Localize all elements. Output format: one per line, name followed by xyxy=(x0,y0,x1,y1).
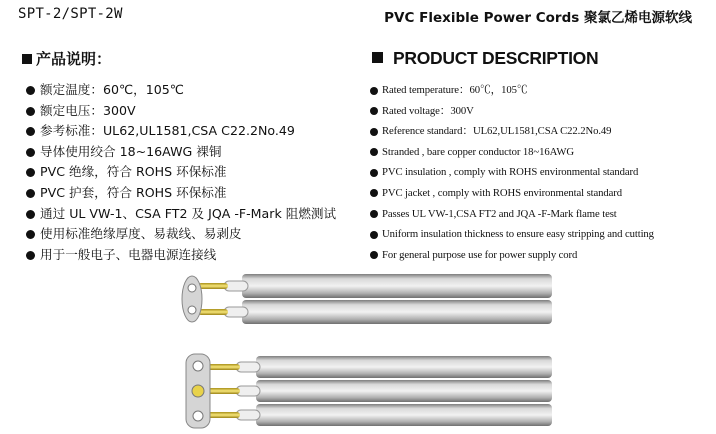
bullet-icon xyxy=(370,107,378,115)
list-item-text: 使用标准绝缘厚度、易裁线、易剥皮 xyxy=(40,226,242,242)
list-item-text: PVC 护套，符合 ROHS 环保标准 xyxy=(40,184,227,200)
list-item-text: PVC 绝缘，符合 ROHS 环保标准 xyxy=(40,164,227,180)
cable-spt-2w xyxy=(186,354,552,428)
list-item xyxy=(26,121,356,142)
list-item xyxy=(370,80,715,101)
jacket-upper xyxy=(242,274,552,298)
bullet-icon xyxy=(370,210,378,218)
cable-cross-section xyxy=(182,276,202,322)
cn-description-list xyxy=(26,80,356,265)
list-item-text: 导体使用绞合 18~16AWG 裸铜 xyxy=(40,143,222,159)
list-item-text: 参考标准：UL62,UL1581,CSA C22.2No.49 xyxy=(40,123,295,139)
list-item-text: Uniform insulation thickness to ensure easy stripping and cutting xyxy=(382,228,654,241)
bullet-icon xyxy=(370,169,378,177)
bullet-icon xyxy=(26,210,35,219)
square-bullet-icon xyxy=(22,54,32,64)
list-item xyxy=(370,162,715,183)
en-description-list xyxy=(370,80,715,265)
bullet-icon xyxy=(370,231,378,239)
bullet-icon xyxy=(370,189,378,197)
bullet-icon xyxy=(26,86,35,95)
en-section-title-text: PRODUCT DESCRIPTION xyxy=(393,48,599,68)
bullet-icon xyxy=(26,148,35,157)
conductor-hole xyxy=(193,361,203,371)
cable-illustration xyxy=(180,262,560,432)
bullet-icon xyxy=(370,128,378,136)
list-item xyxy=(370,224,715,245)
square-bullet-icon xyxy=(372,52,383,63)
bullet-icon xyxy=(26,251,35,260)
bullet-icon xyxy=(370,251,378,259)
list-item xyxy=(26,142,356,163)
list-item-text: 通过 UL VW-1、CSA FT2 及 JQA -F-Mark 阻燃测试 xyxy=(40,205,337,221)
model-number: SPT-2/SPT-2W xyxy=(18,6,123,22)
list-item-text: PVC jacket , comply with ROHS environmental standard xyxy=(382,186,622,199)
list-item-text: Reference standard：UL62,UL1581,CSA C22.2No.49 xyxy=(382,125,612,138)
jacket-middle xyxy=(256,380,552,402)
document-title: PVC Flexible Power Cords 聚氯乙烯电源软线 xyxy=(384,10,692,26)
cable-spt-2 xyxy=(182,274,552,324)
list-item xyxy=(26,80,356,101)
list-item-text: 额定电压：300V xyxy=(40,102,136,118)
jacket-lower xyxy=(242,300,552,324)
list-item xyxy=(370,204,715,225)
list-item-text: Rated voltage：300V xyxy=(382,104,474,117)
list-item-text: PVC insulation , comply with ROHS environmental standard xyxy=(382,166,639,179)
bullet-icon xyxy=(26,189,35,198)
bullet-icon xyxy=(370,87,378,95)
list-item-text: Stranded , bare copper conductor 18~16AWG xyxy=(382,145,574,158)
conductor-hole xyxy=(193,411,203,421)
jacket-top xyxy=(256,356,552,378)
list-item-text: Passes UL VW-1,CSA FT2 and JQA -F-Mark flame test xyxy=(382,207,617,220)
bullet-icon xyxy=(26,127,35,136)
conductor-hole xyxy=(188,284,196,292)
list-item xyxy=(370,142,715,163)
list-item xyxy=(370,183,715,204)
conductor-hole xyxy=(192,385,204,397)
bullet-icon xyxy=(26,168,35,177)
list-item xyxy=(26,224,356,245)
bullet-icon xyxy=(26,230,35,239)
page-header xyxy=(0,0,716,28)
cn-section-title-text: 产品说明： xyxy=(36,50,112,68)
jacket-bottom xyxy=(256,404,552,426)
list-item xyxy=(26,204,356,225)
list-item-text: 用于一般电子、电器电源连接线 xyxy=(40,246,217,262)
copper-conductor xyxy=(198,283,228,289)
bullet-icon xyxy=(26,107,35,116)
list-item xyxy=(26,162,356,183)
en-section-title xyxy=(372,48,598,69)
list-item xyxy=(370,121,715,142)
list-item-text: Rated temperature：60℃，105℃ xyxy=(382,84,528,96)
list-item-text: 额定温度：60℃，105℃ xyxy=(40,82,184,97)
list-item xyxy=(370,101,715,122)
bullet-icon xyxy=(370,148,378,156)
cn-section-title xyxy=(22,48,111,69)
conductor-hole xyxy=(188,306,196,314)
copper-conductor xyxy=(198,309,228,315)
list-item xyxy=(26,183,356,204)
list-item xyxy=(26,101,356,122)
list-item-text: For general purpose use for power supply cord xyxy=(382,248,578,261)
